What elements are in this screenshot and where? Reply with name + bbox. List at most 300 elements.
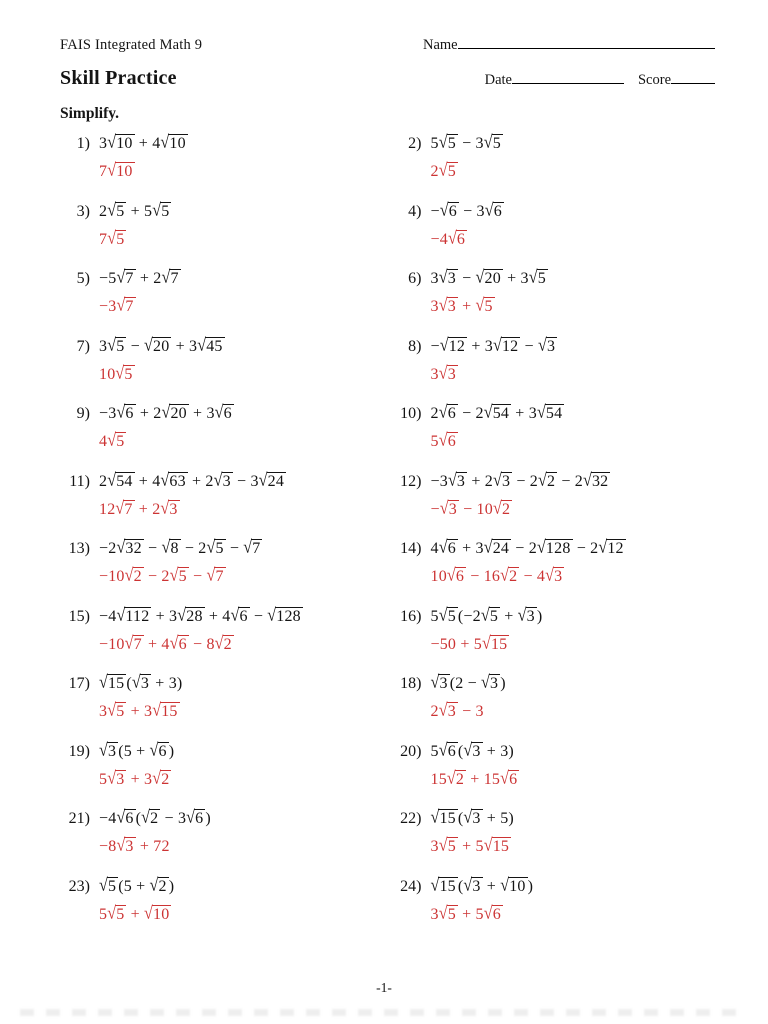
- problem-answer: 10√6 − 16√2 − 4√3: [430, 565, 563, 585]
- radical: √12: [598, 537, 624, 557]
- radical-sign-icon: √: [492, 470, 502, 490]
- radical: √2: [492, 498, 511, 518]
- problem-question-line: [392, 539, 716, 558]
- radical-sign-icon: √: [536, 537, 546, 557]
- radical-sign-icon: √: [144, 903, 153, 923]
- radical-sign-icon: √: [161, 402, 171, 422]
- problem-question: −√6 − 3√6: [430, 200, 502, 220]
- radical-sign-icon: √: [430, 672, 440, 692]
- radical: √15: [483, 835, 510, 855]
- radical-sign-icon: √: [107, 430, 117, 450]
- problem-number: 2): [408, 135, 422, 152]
- radical-sign-icon: √: [446, 768, 456, 788]
- radical: √10: [160, 132, 186, 152]
- radical: √5: [107, 700, 125, 720]
- problem-item: [392, 404, 716, 472]
- radical-sign-icon: √: [160, 470, 170, 490]
- radical-sign-icon: √: [160, 132, 170, 152]
- radical: √15: [481, 633, 508, 653]
- radical-sign-icon: √: [439, 335, 449, 355]
- radical-sign-icon: √: [528, 267, 538, 287]
- date-score-field: [485, 69, 715, 89]
- radical: √5: [483, 132, 501, 152]
- problem-number: 14): [400, 540, 422, 557]
- problem-question-line: [60, 742, 384, 761]
- problem-question-line: [60, 607, 384, 626]
- radical: √3: [438, 267, 456, 287]
- radical-sign-icon: √: [446, 565, 456, 585]
- radical-sign-icon: √: [481, 633, 491, 653]
- radical-sign-icon: √: [492, 498, 502, 518]
- radical: √10: [107, 160, 133, 180]
- radical-sign-icon: √: [582, 470, 592, 490]
- problem-question: 4√6 + 3√24 − 2√128 − 2√12: [430, 537, 624, 557]
- header-row-2: [60, 67, 715, 90]
- problem-number: 3): [76, 202, 90, 220]
- radical-sign-icon: √: [213, 470, 223, 490]
- problem-question-line: [392, 404, 716, 423]
- problem-number: 24): [400, 877, 422, 895]
- radical: √2: [214, 633, 232, 653]
- radical: √3: [131, 672, 150, 692]
- problem-question: √3 (2 − √3 ): [430, 672, 506, 692]
- problem-question: 3√10 + 4√10: [99, 132, 186, 152]
- page-footer: [0, 980, 768, 996]
- radical-sign-icon: √: [107, 335, 117, 355]
- radical: √6: [483, 903, 501, 923]
- radical: √7: [116, 295, 134, 315]
- problem-question-line: [392, 607, 716, 626]
- radical: √2: [500, 565, 518, 585]
- radical-sign-icon: √: [545, 565, 555, 585]
- radical: √12: [439, 335, 466, 355]
- problem-answer: 3√3: [430, 363, 456, 383]
- radical: √128: [536, 537, 571, 557]
- radical: √3: [492, 470, 511, 490]
- radical-sign-icon: √: [438, 132, 448, 152]
- problem-question: −3√6 + 2√20 + 3√6: [99, 402, 232, 422]
- radical-sign-icon: √: [500, 768, 510, 788]
- radical: √7: [124, 633, 142, 653]
- radical: √20: [144, 335, 170, 355]
- problem-number: 12): [400, 472, 422, 490]
- problem-answer: 10√5: [99, 363, 133, 383]
- problem-number: 10): [400, 405, 422, 422]
- problem-answer: 15√2 + 15√6: [430, 768, 518, 788]
- radical-sign-icon: √: [177, 605, 187, 625]
- radical: √5: [475, 295, 493, 315]
- radical: √3: [160, 498, 178, 518]
- radical: √5: [480, 605, 499, 625]
- radical: √128: [267, 605, 301, 625]
- radical: √2: [537, 470, 556, 490]
- radical-sign-icon: √: [438, 363, 448, 383]
- radical-sign-icon: √: [144, 335, 153, 355]
- instruction-text: Simplify.: [60, 105, 120, 122]
- radical: √3: [463, 807, 481, 827]
- radical-sign-icon: √: [447, 228, 457, 248]
- radical: √5: [438, 132, 456, 152]
- radical: √5: [107, 430, 125, 450]
- problem-answer: −50 + 5√15: [430, 633, 508, 653]
- problem-question-line: [392, 877, 716, 896]
- radical: √3: [116, 835, 134, 855]
- problem-number: 15): [68, 607, 90, 625]
- radical: √3: [438, 700, 456, 720]
- radical: √6: [484, 200, 502, 220]
- radical-sign-icon: √: [258, 470, 268, 490]
- radical-sign-icon: √: [99, 875, 108, 895]
- radical: √7: [115, 498, 133, 518]
- radical-sign-icon: √: [197, 335, 207, 355]
- problem-number: 21): [68, 810, 90, 827]
- problem-item: [392, 742, 716, 810]
- radical: √3: [213, 470, 231, 490]
- radical-sign-icon: √: [115, 363, 125, 383]
- problem-item: [392, 337, 716, 405]
- radical: √2: [124, 565, 142, 585]
- radical-sign-icon: √: [107, 700, 117, 720]
- problem-number: 8): [408, 337, 422, 355]
- radical-sign-icon: √: [107, 200, 117, 220]
- radical: √15: [430, 875, 456, 895]
- radical-sign-icon: √: [107, 228, 117, 248]
- radical: √112: [116, 605, 150, 625]
- problem-item: [392, 202, 716, 270]
- radical-sign-icon: √: [131, 672, 141, 692]
- radical: √24: [483, 537, 510, 557]
- radical: √2: [141, 807, 159, 827]
- problem-question: √15 (√3 + 5): [430, 807, 514, 827]
- problem-number: 11): [69, 472, 90, 490]
- radical-sign-icon: √: [116, 295, 126, 315]
- radical: √6: [438, 537, 456, 557]
- radical: √6: [169, 633, 187, 653]
- header-row-1: [60, 34, 715, 54]
- radical-sign-icon: √: [115, 498, 125, 518]
- problem-question: −3√3 + 2√3 − 2√2 − 2√32: [430, 470, 609, 490]
- radical-sign-icon: √: [149, 740, 159, 760]
- problem-question: −5√7 + 2√7: [99, 267, 179, 287]
- radical-sign-icon: √: [116, 605, 126, 625]
- radical-sign-icon: √: [484, 200, 494, 220]
- radical-sign-icon: √: [161, 537, 171, 557]
- problem-number: 13): [68, 540, 90, 557]
- problem-item: [392, 607, 716, 675]
- radical-sign-icon: √: [438, 835, 448, 855]
- problem-question-line: [392, 472, 716, 491]
- radical: √54: [483, 402, 510, 422]
- problem-item: [60, 134, 384, 202]
- radical: √7: [161, 267, 179, 287]
- problem-question: −4√112 + 3√28 + 4√6 − √128: [99, 605, 301, 625]
- radical-sign-icon: √: [107, 903, 117, 923]
- problem-item: [392, 472, 716, 540]
- radical-sign-icon: √: [517, 605, 527, 625]
- radical: √28: [177, 605, 203, 625]
- radical: √6: [500, 768, 518, 788]
- radical-sign-icon: √: [214, 633, 224, 653]
- problem-item: [60, 337, 384, 405]
- radical-sign-icon: √: [206, 537, 216, 557]
- problem-question: 5√5 − 3√5: [430, 132, 501, 152]
- radical: √5: [107, 228, 125, 248]
- problem-question: 2√54 + 4√63 + 2√3 − 3√24: [99, 470, 285, 490]
- radical: √32: [582, 470, 609, 490]
- problem-question: √5 (5 + √2 ): [99, 875, 175, 895]
- radical: √24: [258, 470, 285, 490]
- radical: √7: [243, 537, 261, 557]
- score-blank-line: [671, 69, 715, 84]
- problem-answer: 3√3 + √5: [430, 295, 493, 315]
- problem-item: [392, 674, 716, 742]
- radical: √2: [149, 875, 167, 895]
- radical-sign-icon: √: [475, 267, 485, 287]
- radical-sign-icon: √: [206, 565, 216, 585]
- radical: √5: [99, 875, 117, 895]
- problem-question-line: [392, 134, 716, 153]
- radical-sign-icon: √: [438, 402, 448, 422]
- problem-answer: 5√6: [430, 430, 456, 450]
- radical: √15: [152, 700, 178, 720]
- problem-question: 3√3 − √20 + 3√5: [430, 267, 546, 287]
- problem-number: 4): [408, 202, 422, 220]
- radical: √3: [517, 605, 535, 625]
- radical: √7: [206, 565, 224, 585]
- problem-number: 6): [408, 270, 422, 287]
- problem-item: [60, 607, 384, 675]
- radical: √2: [152, 768, 170, 788]
- radical-sign-icon: √: [492, 335, 502, 355]
- radical-sign-icon: √: [480, 605, 490, 625]
- problem-question-line: [60, 404, 384, 423]
- problems-grid: [60, 134, 715, 944]
- problem-answer: −4√6: [430, 228, 466, 248]
- problem-answer: 3√5 + 5√15: [430, 835, 510, 855]
- radical: √10: [500, 875, 526, 895]
- page-title: Skill Practice: [60, 67, 177, 89]
- radical-sign-icon: √: [169, 633, 179, 653]
- radical-sign-icon: √: [438, 740, 448, 760]
- problem-item: [60, 877, 384, 945]
- problem-question: 2√5 + 5√5: [99, 200, 170, 220]
- problem-number: 7): [76, 337, 90, 355]
- radical: √5: [107, 903, 125, 923]
- problem-answer: 4√5: [99, 430, 125, 450]
- radical-sign-icon: √: [161, 267, 171, 287]
- radical: √54: [107, 470, 133, 490]
- radical: √6: [116, 807, 134, 827]
- radical: √5: [438, 605, 456, 625]
- radical: √6: [438, 402, 456, 422]
- radical-sign-icon: √: [439, 498, 449, 518]
- radical: √6: [446, 565, 465, 585]
- problem-answer: −√3 − 10√2: [430, 498, 511, 518]
- problem-number: 19): [68, 742, 90, 760]
- problem-answer: 5√3 + 3√2: [99, 768, 170, 788]
- radical: √3: [481, 672, 499, 692]
- radical-sign-icon: √: [483, 537, 493, 557]
- radical-sign-icon: √: [430, 875, 440, 895]
- radical-sign-icon: √: [214, 402, 224, 422]
- radical-sign-icon: √: [598, 537, 608, 557]
- radical: √6: [214, 402, 232, 422]
- problem-item: [60, 269, 384, 337]
- radical: √6: [149, 740, 167, 760]
- radical-sign-icon: √: [438, 160, 448, 180]
- radical: √6: [116, 402, 134, 422]
- problem-item: [392, 539, 716, 607]
- radical-sign-icon: √: [186, 807, 196, 827]
- radical-sign-icon: √: [152, 700, 162, 720]
- radical-sign-icon: √: [500, 565, 510, 585]
- radical-sign-icon: √: [124, 565, 134, 585]
- radical-sign-icon: √: [141, 807, 151, 827]
- radical: √5: [438, 160, 456, 180]
- radical: √3: [430, 672, 448, 692]
- radical: √3: [463, 875, 481, 895]
- problem-answer: 2√3 − 3: [430, 700, 484, 720]
- problem-question-line: [392, 202, 716, 221]
- score-label: Score: [637, 72, 671, 88]
- radical: √5: [438, 835, 456, 855]
- problem-item: [60, 472, 384, 540]
- date-label: Date: [484, 72, 512, 88]
- problem-question: 3√5 − √20 + 3√45: [99, 335, 223, 355]
- radical-sign-icon: √: [116, 807, 126, 827]
- problem-question: √3 (5 + √6 ): [99, 740, 175, 760]
- radical: √63: [160, 470, 186, 490]
- radical-sign-icon: √: [438, 430, 448, 450]
- radical: √20: [475, 267, 501, 287]
- radical-sign-icon: √: [438, 537, 448, 557]
- radical: √5: [169, 565, 187, 585]
- radical: √5: [115, 363, 133, 383]
- problem-number: 1): [76, 135, 90, 152]
- date-blank-line: [512, 69, 624, 84]
- radical: √3: [107, 768, 125, 788]
- problem-question-line: [60, 134, 384, 153]
- radical: √12: [492, 335, 519, 355]
- radical-sign-icon: √: [483, 903, 493, 923]
- radical-sign-icon: √: [267, 605, 277, 625]
- radical: √32: [116, 537, 142, 557]
- name-field: [423, 34, 715, 54]
- problem-question: 5√6 (√3 + 3): [430, 740, 514, 760]
- radical: √3: [438, 295, 456, 315]
- problem-answer: 7√5: [99, 228, 125, 248]
- radical: √6: [438, 740, 456, 760]
- problem-item: [60, 539, 384, 607]
- problem-answer: 5√5 + √10: [99, 903, 170, 923]
- radical: √5: [152, 200, 170, 220]
- radical-sign-icon: √: [483, 835, 493, 855]
- radical: √10: [144, 903, 170, 923]
- radical: √10: [107, 132, 133, 152]
- radical: √6: [438, 430, 456, 450]
- problem-question-line: [60, 269, 384, 288]
- radical: √20: [161, 402, 187, 422]
- problem-number: 18): [400, 675, 422, 692]
- radical: √3: [438, 363, 456, 383]
- problem-number: 16): [400, 607, 422, 625]
- problem-number: 23): [68, 877, 90, 895]
- radical-sign-icon: √: [107, 132, 117, 152]
- problem-question-line: [392, 269, 716, 288]
- page-number: -1-: [376, 980, 392, 995]
- radical: √8: [161, 537, 179, 557]
- radical: √5: [206, 537, 224, 557]
- radical: √54: [536, 402, 563, 422]
- problem-number: 20): [400, 742, 422, 760]
- problem-number: 22): [400, 810, 422, 827]
- problem-question: −2√32 − √8 − 2√5 − √7: [99, 537, 261, 557]
- problem-answer: 12√7 + 2√3: [99, 498, 178, 518]
- radical: √3: [463, 740, 481, 760]
- radical: √15: [99, 672, 125, 692]
- radical-sign-icon: √: [500, 875, 510, 895]
- radical-sign-icon: √: [438, 295, 448, 315]
- radical-sign-icon: √: [438, 605, 448, 625]
- radical-sign-icon: √: [149, 875, 159, 895]
- radical-sign-icon: √: [447, 470, 457, 490]
- radical: √3: [439, 498, 457, 518]
- radical-sign-icon: √: [152, 768, 162, 788]
- problem-question-line: [60, 472, 384, 491]
- radical: √3: [99, 740, 117, 760]
- course-title: FAIS Integrated Math 9: [60, 37, 203, 53]
- radical: √3: [537, 335, 556, 355]
- radical-sign-icon: √: [99, 740, 108, 760]
- radical: √6: [230, 605, 248, 625]
- radical: √2: [446, 768, 465, 788]
- radical-sign-icon: √: [160, 498, 170, 518]
- faint-watermark-line: [20, 1009, 748, 1016]
- radical: √5: [438, 903, 456, 923]
- radical-sign-icon: √: [230, 605, 240, 625]
- problem-question-line: [60, 809, 384, 828]
- radical: √6: [186, 807, 204, 827]
- radical: √6: [447, 228, 466, 248]
- problem-answer: 2√5: [430, 160, 456, 180]
- radical: √3: [545, 565, 563, 585]
- problem-item: [60, 742, 384, 810]
- radical: √7: [116, 267, 134, 287]
- problem-number: 17): [68, 675, 90, 692]
- problem-question-line: [60, 877, 384, 896]
- radical-sign-icon: √: [463, 875, 473, 895]
- radical-sign-icon: √: [463, 807, 473, 827]
- problem-question: 2√6 − 2√54 + 3√54: [430, 402, 563, 422]
- radical: √5: [528, 267, 546, 287]
- problem-item: [60, 809, 384, 877]
- radical-sign-icon: √: [107, 160, 117, 180]
- radical: √5: [107, 200, 125, 220]
- problem-item: [392, 269, 716, 337]
- problem-item: [60, 674, 384, 742]
- problem-answer: −10√2 − 2√5 − √7: [99, 565, 224, 585]
- radical: √45: [197, 335, 223, 355]
- problem-question: −4√6 (√2 − 3√6 ): [99, 807, 211, 827]
- radical: √3: [447, 470, 466, 490]
- problem-question: 5√5 (−2√5 + √3 ): [430, 605, 543, 625]
- problem-question-line: [60, 337, 384, 356]
- radical: √5: [107, 335, 125, 355]
- name-blank-line: [458, 34, 715, 49]
- radical-sign-icon: √: [537, 335, 547, 355]
- radical: √6: [439, 200, 457, 220]
- radical-sign-icon: √: [438, 700, 448, 720]
